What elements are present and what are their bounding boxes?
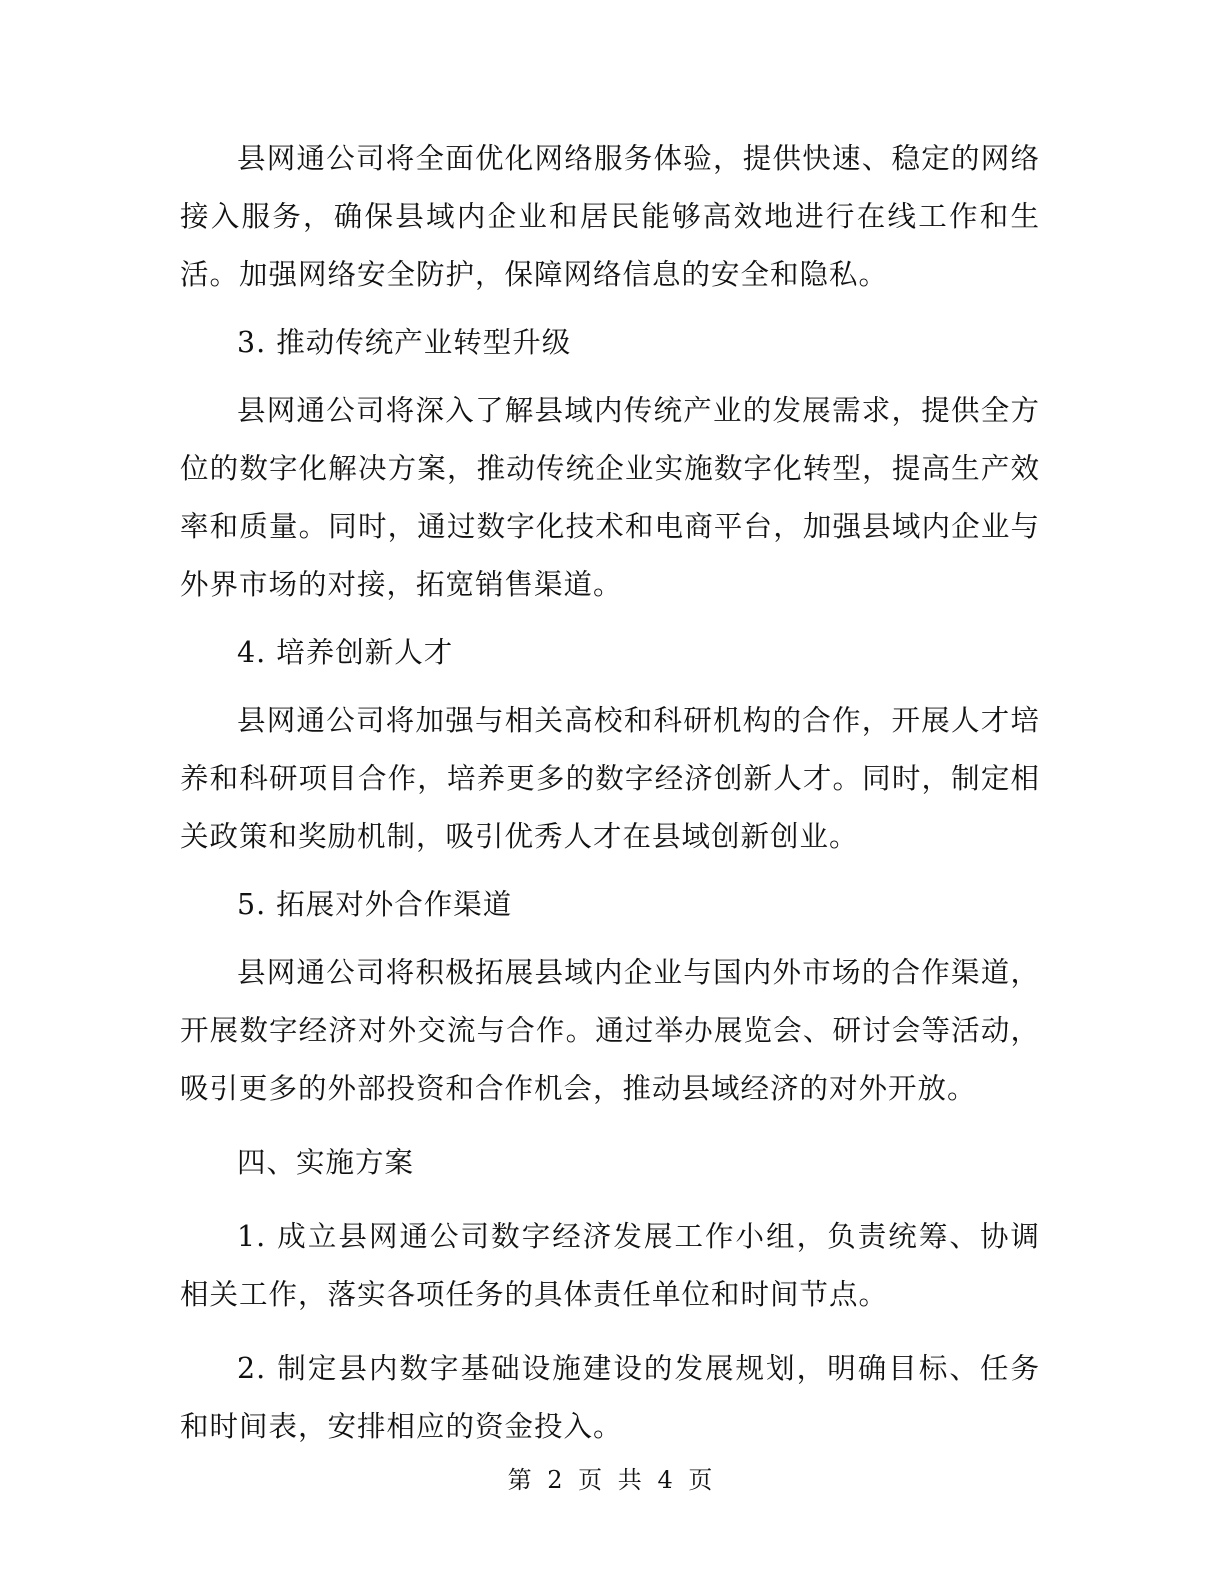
paragraph-plan-item-2: 2. 制定县内数字基础设施建设的发展规划，明确目标、任务和时间表，安排相应的资金投入。 [180, 1352, 1040, 1443]
heading-implementation-plan: 四、实施方案 [237, 1146, 415, 1179]
paragraph-network-service: 县网通公司将全面优化网络服务体验，提供快速、稳定的网络接入服务，确保县域内企业和居民能够高效地进行在线工作和生活。加强网络安全防护，保障网络信息的安全和隐私。 [180, 142, 1040, 291]
heading-innovation-talent: 4. 培养创新人才 [237, 636, 454, 669]
paragraph-plan-item-1: 1. 成立县网通公司数字经济发展工作小组，负责统筹、协调相关工作，落实各项任务的具体责任单位和时间节点。 [180, 1220, 1040, 1311]
document-body [180, 130, 1040, 1456]
paragraph-external-cooperation: 县网通公司将积极拓展县域内企业与国内外市场的合作渠道，开展数字经济对外交流与合作。通过举办展览会、研讨会等活动，吸引更多的外部投资和合作机会，推动县域经济的对外开放。 [180, 956, 1040, 1105]
paragraph-traditional-industry: 县网通公司将深入了解县域内传统产业的发展需求，提供全方位的数字化解决方案，推动传统企业实施数字化转型，提高生产效率和质量。同时，通过数字化技术和电商平台，加强县域内企业与外界市场的对接，拓宽销售渠道。 [180, 394, 1040, 601]
heading-external-cooperation: 5. 拓展对外合作渠道 [237, 888, 513, 921]
paragraph-innovation-talent: 县网通公司将加强与相关高校和科研机构的合作，开展人才培养和科研项目合作，培养更多的数字经济创新人才。同时，制定相关政策和奖励机制，吸引优秀人才在县域创新创业。 [180, 704, 1040, 853]
page-number-footer: 第 2 页 共 4 页 [507, 1466, 717, 1494]
heading-traditional-industry: 3. 推动传统产业转型升级 [237, 326, 572, 359]
